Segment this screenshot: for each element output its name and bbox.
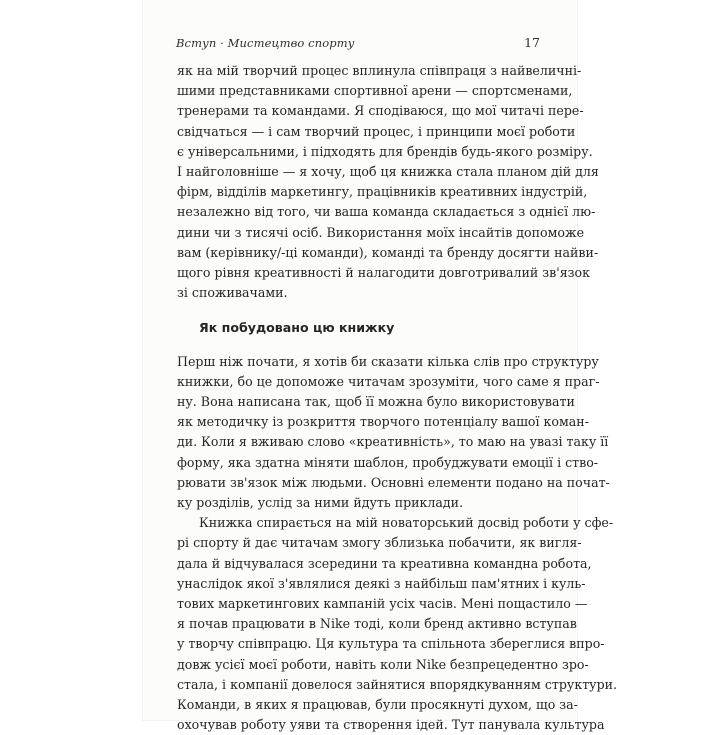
body-text-line: як на мій творчий процес вплинула співпраця з найвеличні- xyxy=(177,63,582,78)
body-text-line: ну. Вона написана так, щоб її можна було використовувати xyxy=(177,394,575,409)
body-text-line: вам (керівнику/-ці команди), команді та бренду досягти найви- xyxy=(177,244,599,260)
body-text-line: свідчаться — і сам творчий процес, і принципи моєї роботи xyxy=(177,123,576,139)
body-text-line: щого рівня креативності й налагодити довготривалий зв'язок xyxy=(177,265,590,280)
body-text-line: як методичку із розкриття творчого потенціалу вашої коман- xyxy=(177,414,589,430)
body-text-line: тових маркетингових кампаній усіх часів. Мені пощастило — xyxy=(177,596,588,611)
body-text-line: дини чи з тисячі осіб. Використання моїх інсайтів допоможе xyxy=(177,224,585,240)
body-text-line: фірм, відділів маркетингу, працівників креативних індустрій, xyxy=(177,184,588,200)
body-text-line: Перш ніж почати, я хотів би сказати кілька слів про структуру xyxy=(177,353,599,369)
body-text-line: дала й відчувалася зсередини та креативна командна робота, xyxy=(177,555,592,571)
body-text-line: унаслідок якої з'являлися деякі з найбільш пам'ятних і куль- xyxy=(177,575,586,591)
body-text-line: форму, яка здатна міняти шаблон, пробуджувати емоції і ство- xyxy=(177,454,599,470)
body-text-line: тренерами та командами. Я сподіваюся, що мої читачі пере- xyxy=(177,103,584,119)
body-text-line: Команди, в яких я працював, були просякнуті духом, що за- xyxy=(177,697,578,712)
body-text-line: довж усієї моєї роботи, навіть коли Nike безпрецедентно зро- xyxy=(177,656,589,672)
body-text-line: стала, і компанії довелося зайнятися впорядкуванням структури. xyxy=(177,676,618,692)
body-text-line: І найголовніше — я хочу, щоб ця книжка стала планом дій для xyxy=(177,164,599,179)
body-text-line: є універсальними, і підходять для брендів будь-якого розміру. xyxy=(177,143,593,159)
body-text-line: ди. Коли я вживаю слово «креативність», то маю на увазі таку її xyxy=(177,434,609,450)
page-number: 17 xyxy=(524,35,540,50)
body-text-line: зі споживачами. xyxy=(177,285,288,301)
body-text-line: Книжка спирається на мій новаторський досвід роботи у сфе- xyxy=(199,515,614,531)
body-text-line: шими представниками спортивної арени — спортсменами, xyxy=(177,83,573,99)
body-text-line: я почав працювати в Nike тоді, коли бренд активно вступав xyxy=(177,616,577,632)
body-text-line: рювати зв'язок між людьми. Основні елементи подано на почат- xyxy=(177,474,610,490)
section-heading: Як побудовано цю книжку xyxy=(199,320,395,336)
body-text-line: книжки, бо це допоможе читачам зрозуміти, чого саме я праг- xyxy=(177,373,600,389)
body-text-line: у творчу співпрацю. Ця культура та спільнота збереглися впро- xyxy=(177,636,605,652)
body-text-line: ку розділів, услід за ними йдуть приклади. xyxy=(177,495,464,510)
running-header-title: Вступ · Мистецтво спорту xyxy=(176,36,355,50)
body-text-line: рі спорту й дає читачам змогу зблизька побачити, як вигля- xyxy=(177,535,582,551)
body-text-line: охочував роботу уяви та створення ідей. Тут панувала культура xyxy=(177,717,605,733)
body-text-line: незалежно від того, чи ваша команда складається з однієї лю- xyxy=(177,204,596,220)
